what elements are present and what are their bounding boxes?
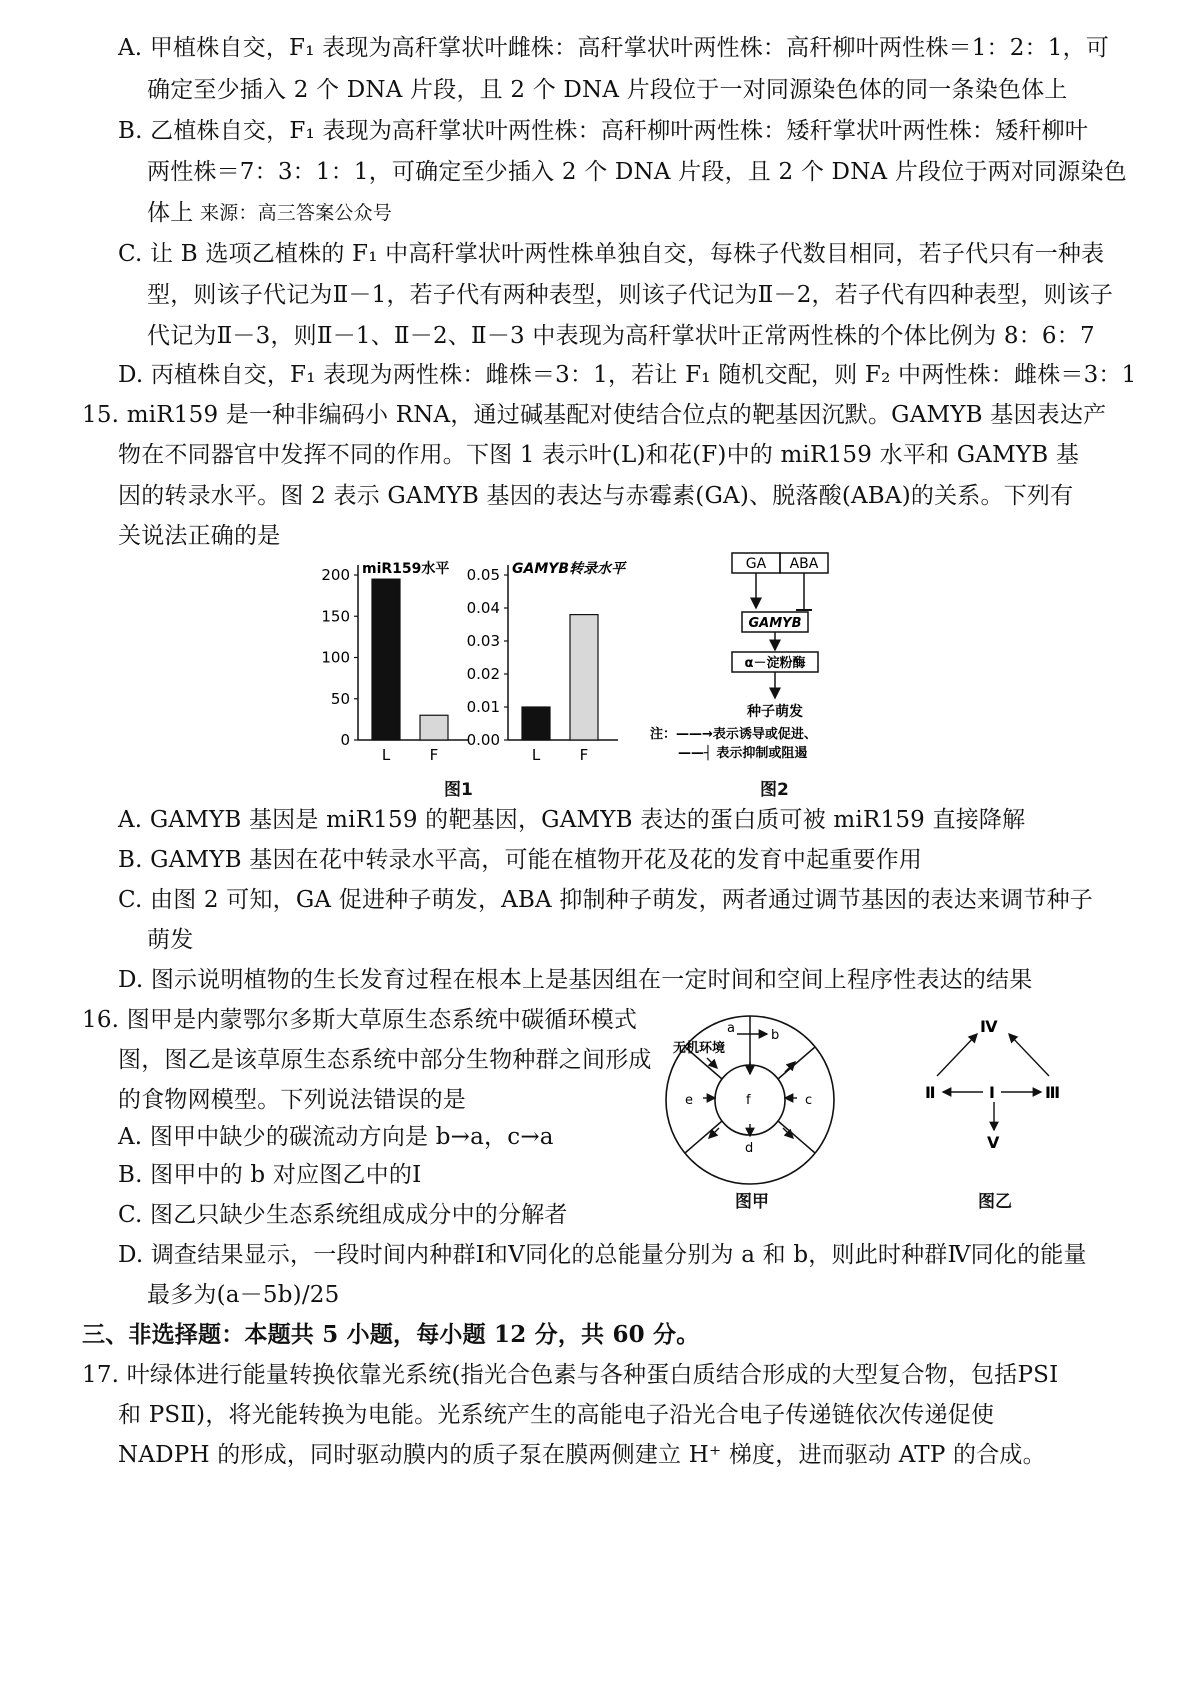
- q16-option-c: C. 图乙只缺少生态系统组成成分中的分解者: [118, 1202, 568, 1228]
- figure-yi-food-web: [905, 1010, 1075, 1160]
- node-v: Ⅴ: [987, 1133, 1000, 1152]
- note-line1: 注：——→表示诱导或促进、: [650, 727, 817, 742]
- q15-option-b: B. GAMYB 基因在花中转录水平高，可能在植物开花及花的发育中起重要作用: [118, 847, 923, 873]
- q16-stem-line2: 图，图乙是该草原生态系统中部分生物种群之间形成: [118, 1047, 652, 1073]
- figure-1-caption: 图1: [444, 780, 473, 800]
- q15-stem-line4: 关说法正确的是: [118, 523, 281, 549]
- node-ii: Ⅱ: [925, 1083, 936, 1102]
- figure-1-bar-charts: [318, 555, 658, 795]
- arrow-ll: [709, 1128, 719, 1138]
- label-b: b: [771, 1028, 780, 1043]
- divider-lower-right: [778, 1121, 815, 1153]
- figure-jia-carbon-cycle: [655, 1012, 855, 1192]
- q14-option-c-line1: C. 让 B 选项乙植株的 F₁ 中高秆掌状叶两性株单独自交，每株子代数目相同，若子代只有一种表: [118, 241, 1105, 267]
- label-a: a: [727, 1021, 735, 1036]
- q16-option-d-line2: 最多为(a－5b)/25: [147, 1282, 340, 1308]
- y-tick-label: 0: [340, 731, 350, 749]
- x-tick-label: L: [531, 746, 541, 764]
- q15-option-c-line2: 萌发: [147, 927, 194, 953]
- q14-option-d: D. 丙植株自交，F₁ 表现为两性株：雌株＝3：1，若让 F₁ 随机交配，则 F₂ 中两性株：雌株＝3：1: [118, 362, 1137, 388]
- q14-option-b-line2: 两性株＝7：3：1：1，可确定至少插入 2 个 DNA 片段，且 2 个 DNA 片段位于两对同源染色: [147, 159, 1127, 185]
- y-tick-label: 0.02: [466, 665, 500, 683]
- arrow-iii-to-iv: [1009, 1034, 1049, 1076]
- y-tick-label: 50: [330, 689, 350, 708]
- x-tick-label: L: [381, 746, 391, 764]
- source-watermark: 来源：高三答案公众号: [200, 202, 393, 224]
- q16-option-d-line1: D. 调查结果显示，一段时间内种群Ⅰ和Ⅴ同化的总能量分别为 a 和 b，则此时种群Ⅳ同化的能量: [118, 1242, 1087, 1268]
- q16-option-b: B. 图甲中的 b 对应图乙中的Ⅰ: [118, 1162, 422, 1188]
- y-tick-label: 0.03: [466, 632, 500, 650]
- figure-2-regulation-diagram: [640, 548, 890, 768]
- q14-option-c-line3: 代记为Ⅱ－3，则Ⅱ－1、Ⅱ－2、Ⅱ－3 中表现为高秆掌状叶正常两性株的个体比例为 8：6：7: [147, 323, 1095, 349]
- q15-option-c-line1: C. 由图 2 可知，GA 促进种子萌发，ABA 抑制种子萌发，两者通过调节基因的表达来调节种子: [118, 887, 1093, 913]
- y-tick-label: 150: [321, 607, 350, 626]
- bar-L: [522, 707, 550, 740]
- y-tick-label: 0.00: [466, 731, 500, 749]
- arrow-ur: [785, 1062, 795, 1072]
- amylase-label: α－淀粉酶: [744, 656, 806, 671]
- ga-label: GA: [745, 556, 767, 572]
- q17-line3: NADPH 的形成，同时驱动膜内的质子泵在膜两侧建立 H⁺ 梯度，进而驱动 ATP 的合成。: [118, 1442, 1046, 1468]
- figure-2-caption: 图2: [760, 780, 789, 800]
- q14-option-b-line1: B. 乙植株自交，F₁ 表现为高秆掌状叶两性株：高秆柳叶两性株：矮秆掌状叶两性株：矮秆柳叶: [118, 118, 1089, 144]
- x-tick-label: F: [579, 746, 589, 764]
- y-tick-label: 0.04: [466, 599, 500, 617]
- q15-stem-line1: 15. miR159 是一种非编码小 RNA，通过碱基配对使结合位点的靶基因沉默。GAMYB 基因表达产: [82, 402, 1107, 428]
- q16-option-a: A. 图甲中缺少的碳流动方向是 b→a，c→a: [118, 1124, 554, 1150]
- q15-option-a: A. GAMYB 基因是 miR159 的靶基因，GAMYB 表达的蛋白质可被 miR159 直接降解: [118, 807, 1026, 833]
- label-e: e: [685, 1093, 693, 1108]
- chart-title-1: miR159水平: [362, 561, 450, 577]
- q14-option-b-line3: 体上: [147, 200, 194, 226]
- bar-L: [372, 579, 400, 740]
- x-tick-label: F: [429, 746, 439, 764]
- label-f: f: [746, 1093, 751, 1108]
- q14-option-c-line2: 型，则该子代记为Ⅱ－1，若子代有两种表型，则该子代记为Ⅱ－2，若子代有四种表型，则该子: [147, 282, 1114, 308]
- divider-lower-left: [685, 1121, 722, 1153]
- arrow-ii-to-iv: [937, 1034, 977, 1076]
- figure-yi-caption: 图乙: [978, 1192, 1012, 1212]
- node-iii: Ⅲ: [1045, 1083, 1061, 1102]
- label-d: d: [745, 1141, 754, 1156]
- q14-option-a-line1: A. 甲植株自交，F₁ 表现为高秆掌状叶雌株：高秆掌状叶两性株：高秆柳叶两性株＝1：2：1，可: [118, 35, 1110, 61]
- q15-stem-line2: 物在不同器官中发挥不同的作用。下图 1 表示叶(L)和花(F)中的 miR159 水平和 GAMYB 基: [118, 442, 1080, 468]
- bar-F: [570, 615, 598, 740]
- section-3-heading: 三、非选择题：本题共 5 小题，每小题 12 分，共 60 分。: [82, 1321, 700, 1348]
- q17-line1: 17. 叶绿体进行能量转换依靠光系统(指光合色素与各种蛋白质结合形成的大型复合物，包括PSⅠ: [82, 1362, 1059, 1388]
- q15-stem-line3: 因的转录水平。图 2 表示 GAMYB 基因的表达与赤霉素(GA)、脱落酸(ABA)的关系。下列有: [118, 483, 1074, 509]
- q16-stem-line1: 16. 图甲是内蒙鄂尔多斯大草原生态系统中碳循环模式: [82, 1007, 638, 1033]
- q15-option-d: D. 图示说明植物的生长发育过程在根本上是基因组在一定时间和空间上程序性表达的结果: [118, 967, 1033, 993]
- label-c: c: [805, 1093, 813, 1108]
- q14-option-a-line2: 确定至少插入 2 个 DNA 片段，且 2 个 DNA 片段位于一对同源染色体的同一条染色体上: [147, 77, 1068, 103]
- label-inorganic-env: 无机环境: [673, 1041, 726, 1056]
- divider-upper-right: [778, 1047, 815, 1079]
- chart-title-2: GAMYB转录水平: [512, 561, 626, 577]
- aba-label: ABA: [789, 556, 819, 572]
- germination-label: 种子萌发: [747, 704, 803, 720]
- y-tick-label: 0.01: [466, 698, 500, 716]
- node-iv: Ⅳ: [980, 1017, 998, 1036]
- bar-F: [420, 715, 448, 740]
- gamyb-label: GAMYB: [748, 616, 802, 631]
- q16-stem-line3: 的食物网模型。下列说法错误的是: [118, 1087, 466, 1113]
- q17-line2: 和 PSⅡ)，将光能转换为电能。光系统产生的高能电子沿光合电子传递链依次传递促使: [118, 1402, 995, 1428]
- y-tick-label: 0.05: [466, 566, 500, 584]
- y-tick-label: 200: [321, 566, 350, 584]
- figure-jia-caption: 图甲: [735, 1192, 769, 1212]
- note-line2: ——┤ 表示抑制或阻遏: [678, 746, 808, 761]
- node-i: Ⅰ: [989, 1083, 995, 1102]
- y-tick-label: 100: [321, 648, 350, 667]
